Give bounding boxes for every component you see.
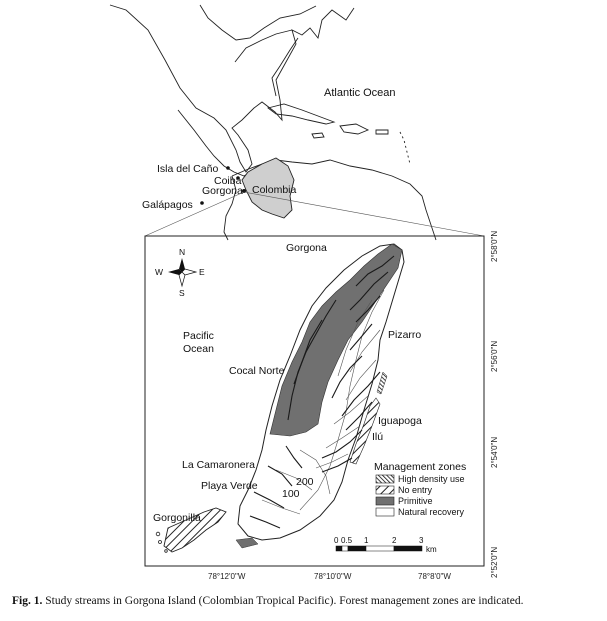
legend-label-primitive: Primitive — [398, 496, 433, 506]
zoom-lines — [145, 192, 484, 236]
figure-caption — [12, 595, 602, 607]
legend-label-no-entry: No entry — [398, 485, 433, 495]
stream-label-pizarro: Pizarro — [388, 329, 422, 341]
lon-label-10: 78°10'0"W — [314, 572, 352, 581]
caption-text: Study streams in Gorgona Island (Colombian Tropical Pacific). Forest management zones are indicated. — [45, 595, 524, 607]
place-label-colombia: Colombia — [252, 184, 297, 196]
scale-tick-2: 2 — [392, 536, 397, 545]
lat-label-54: 2°54'0"N — [490, 436, 499, 468]
lat-label-52: 2°52'0"N — [490, 546, 499, 578]
compass-e: E — [199, 267, 205, 277]
ocean-label-ocean: Ocean — [183, 343, 214, 355]
place-label-isla-del-cano: Isla del Caño — [157, 163, 219, 175]
stream-label-gorgonilla: Gorgonilla — [153, 512, 201, 524]
galapagos-marker — [200, 201, 204, 205]
stream-label-la-camaronera: La Camaronera — [182, 459, 255, 471]
legend-swatch-no-entry — [376, 486, 394, 494]
ocean-label: Atlantic Ocean — [324, 87, 396, 99]
caption-label: Fig. 1. — [12, 595, 43, 607]
puerto-rico — [376, 130, 388, 134]
legend-swatch-natural-recovery — [376, 508, 394, 516]
compass-n: N — [179, 247, 186, 257]
compass-w: W — [155, 267, 164, 277]
inset-title: Gorgona — [286, 242, 327, 254]
legend-swatch-high-density — [376, 475, 394, 483]
lon-label-8: 78°8'0"W — [418, 572, 451, 581]
lon-label-12: 78°12'0"W — [208, 572, 246, 581]
lat-label-56: 2°56'0"N — [490, 340, 499, 372]
place-label-coiba: Coiba — [214, 175, 242, 187]
scale-tick-1: 1 — [364, 536, 369, 545]
hispaniola — [340, 124, 368, 134]
high-density-zone — [377, 372, 387, 394]
scale-unit: km — [426, 545, 437, 554]
legend-label-high-density: High density use — [398, 474, 465, 484]
legend — [374, 461, 466, 517]
jamaica — [312, 133, 324, 138]
isla-del-cano-marker — [226, 166, 230, 170]
scale-tick-0: 0 — [334, 536, 339, 545]
scale-tick-3: 3 — [419, 536, 424, 545]
stream-label-cocal-norte: Cocal Norte — [229, 365, 285, 377]
contour-label-100: 100 — [282, 488, 300, 500]
lesser-antilles — [400, 132, 410, 164]
stream-label-iguapoga: Iguapoga — [378, 415, 422, 427]
south-tip-zone — [236, 538, 258, 548]
place-label-gorgona: Gorgona — [202, 185, 243, 197]
ocean-label-pacific: Pacific — [183, 330, 214, 342]
legend-swatch-primitive — [376, 497, 394, 505]
cuba — [268, 104, 334, 124]
contour-label-200: 200 — [296, 476, 314, 488]
inset-map — [156, 244, 404, 552]
place-label-galapagos: Galápagos — [142, 199, 193, 211]
lat-label-58: 2°58'0"N — [490, 230, 499, 262]
legend-title: Management zones — [374, 461, 467, 473]
scale-tick-0-5: 0.5 — [341, 536, 353, 545]
compass-s: S — [179, 288, 185, 298]
stream-label-playa-verde: Playa Verde — [201, 480, 258, 492]
north-america-coast — [110, 5, 354, 172]
compass-rose — [168, 258, 196, 286]
scale-bar — [334, 536, 437, 554]
legend-label-natural-recovery: Natural recovery — [398, 507, 465, 517]
stream-label-ilu: Ilú — [372, 431, 384, 443]
